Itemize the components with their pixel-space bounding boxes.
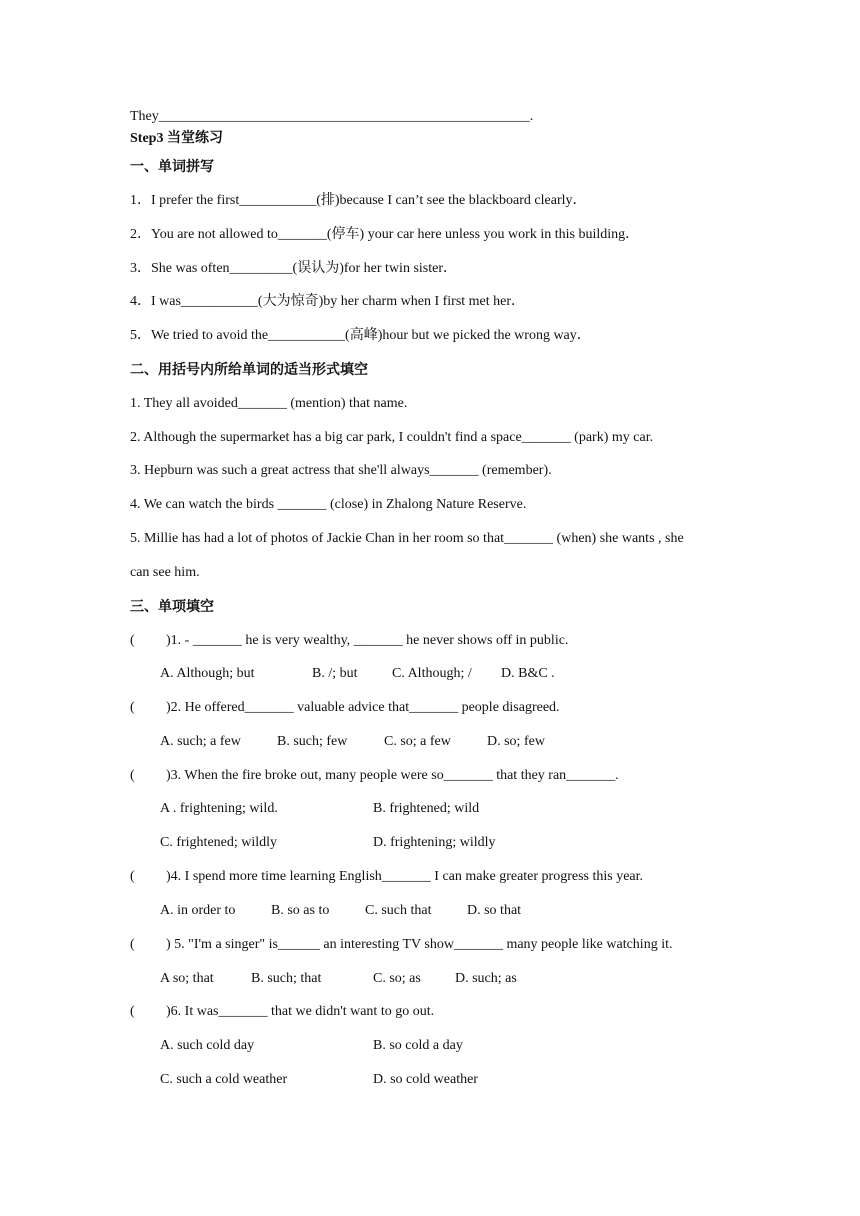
section1-title: 一、单词拼写 [130, 159, 214, 175]
q1-option-a: A. Although; but [160, 666, 255, 681]
q3-option-a: A . frightening; wild. [160, 801, 278, 816]
q4-option-b: B. so as to [271, 903, 330, 918]
s1-item-3: 3．She was often_________(误认为)for her twin sister． [130, 261, 458, 276]
q6-option-c: C. such a cold weather [160, 1072, 288, 1087]
q2-text: )2. He offered_______ valuable advice that_______ people disagreed. [166, 700, 560, 715]
q5-option-a: A so; that [160, 971, 214, 986]
q1-option-b: B. /; but [312, 666, 358, 681]
q6-text: )6. It was_______ that we didn't want to go out. [166, 1004, 435, 1019]
q3-option-d: D. frightening; wildly [373, 835, 496, 850]
q5-option-d: D. such; as [455, 971, 517, 986]
q4-option-c: C. such that [365, 903, 432, 918]
step-title: Step3 当堂练习 [130, 131, 223, 146]
q4-paren: ( [130, 869, 135, 884]
s2-item-5-cont: can see him. [130, 565, 200, 580]
q2-option-d: D. so; few [487, 734, 545, 749]
s1-item-5: 5．We tried to avoid the___________(高峰)hour but we picked the wrong way． [130, 328, 591, 343]
q3-option-c: C. frightened; wildly [160, 835, 278, 850]
q3-text: )3. When the fire broke out, many people were so_______ that they ran_______. [166, 768, 619, 783]
s1-item-4: 4．I was___________(大为惊奇)by her charm when I first met her． [130, 294, 526, 309]
q6-paren: ( [130, 1004, 135, 1019]
q4-text: )4. I spend more time learning English_______ I can make greater progress this year. [166, 869, 644, 884]
section2-title: 二、用括号内所给单词的适当形式填空 [130, 362, 368, 378]
q2-option-a: A. such; a few [160, 734, 241, 749]
q3-option-b: B. frightened; wild [373, 801, 480, 816]
q5-option-b: B. such; that [251, 971, 322, 986]
q3-paren: ( [130, 768, 135, 783]
s2-item-4: 4. We can watch the birds _______ (close) in Zhalong Nature Reserve. [130, 497, 527, 512]
s2-item-3: 3. Hepburn was such a great actress that she'll always_______ (remember). [130, 463, 552, 478]
q4-option-d: D. so that [467, 903, 522, 918]
answer-line: They_____________________________________________________. [130, 109, 534, 124]
q1-option-c: C. Although; / [392, 666, 472, 681]
q6-option-a: A. such cold day [160, 1038, 255, 1053]
s2-item-2: 2. Although the supermarket has a big car park, I couldn't find a space_______ (park) my car. [130, 430, 654, 445]
q1-option-d: D. B&C . [501, 666, 555, 681]
q2-option-c: C. so; a few [384, 734, 451, 749]
q4-option-a: A. in order to [160, 903, 236, 918]
section3-title: 三、单项填空 [130, 599, 214, 615]
s1-item-1: 1．I prefer the first___________(排)because I can’t see the blackboard clearly． [130, 193, 587, 208]
s2-item-5: 5. Millie has had a lot of photos of Jackie Chan in her room so that_______ (when) she wants , she [130, 531, 684, 546]
q1-text: )1. - _______ he is very wealthy, _______ he never shows off in public. [166, 633, 569, 648]
q6-option-d: D. so cold weather [373, 1072, 478, 1087]
q5-text: ) 5. "I'm a singer" is______ an interesting TV show_______ many people like watching it. [166, 937, 673, 952]
q2-paren: ( [130, 700, 135, 715]
q5-paren: ( [130, 937, 135, 952]
s2-item-1: 1. They all avoided_______ (mention) that name. [130, 396, 408, 411]
q5-option-c: C. so; as [373, 971, 421, 986]
s1-item-2: 2．You are not allowed to_______(停车) your car here unless you work in this building． [130, 227, 640, 242]
q2-option-b: B. such; few [277, 734, 348, 749]
q6-option-b: B. so cold a day [373, 1038, 463, 1053]
q1-paren: ( [130, 633, 135, 648]
